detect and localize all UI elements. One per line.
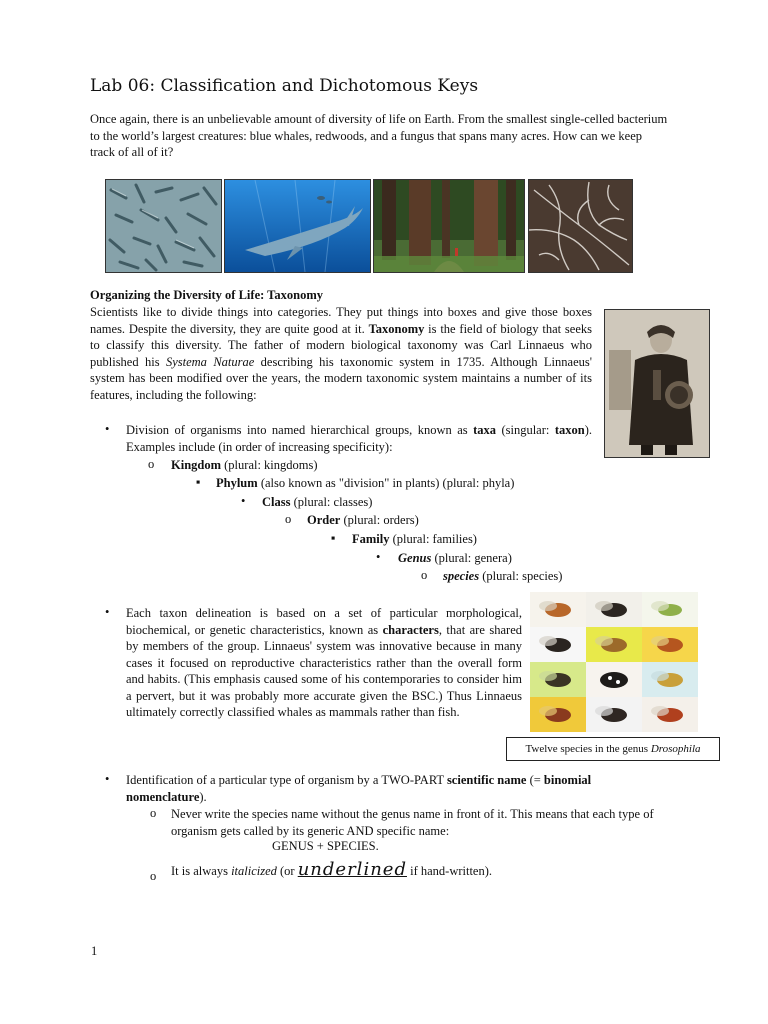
bullet-scientific-name: [126, 772, 666, 805]
hierarchy-marker: o: [285, 512, 292, 526]
page-number: 1: [91, 944, 98, 958]
rank-plural: (plural: genera): [431, 551, 512, 565]
sub-bullet-genus-first: [171, 806, 661, 839]
linnaeus-portrait: [604, 309, 710, 458]
genus-species-formula: GENUS + SPECIES.: [272, 839, 379, 853]
bullet-marker: •: [105, 772, 110, 786]
redwood-forest-image: [373, 179, 525, 273]
redwood-illustration: [374, 180, 524, 272]
blue-whale-image: [224, 179, 371, 273]
bullet-taxa: [126, 422, 592, 455]
hierarchy-item-genus: [398, 550, 512, 567]
caption-genus: Drosophila: [650, 743, 701, 755]
bullet-marker: •: [105, 422, 110, 436]
caption-text: Twelve species in the genus: [525, 743, 649, 755]
book-title: Systema Naturae: [165, 354, 255, 369]
taxonomy-paragraph: [90, 304, 592, 403]
bacteria-illustration: [106, 180, 221, 272]
figure-caption: [506, 737, 720, 761]
portrait-illustration: [605, 310, 709, 457]
hierarchy-item-family: [352, 531, 477, 548]
drosophila-illustration: [530, 592, 698, 732]
hierarchy-marker: •: [241, 494, 246, 508]
italic-rule-text-c: if hand-written).: [406, 864, 493, 878]
rank-plural: (plural: families): [389, 532, 477, 546]
hierarchy-marker: ▪: [196, 475, 201, 489]
rank-term: Class: [262, 495, 291, 509]
page-title: Lab 06: Classification and Dichotomous Keys: [90, 76, 479, 96]
rank-term: Order: [307, 513, 341, 527]
bullet-characters-text-b: , that are shared by members of the group. Linnaeus' system was innovative because in many cases it focused on reproductive characteristics rather than the overall form and habits. (This emphasis caused some of his contemporaries to consider him a pervert, but it was probably more accurate given the BSC.) Thus Linnaeus ultimately correctly classified whales as mammals rather than fish.: [126, 622, 522, 719]
taxonomy-term: Taxonomy: [368, 321, 425, 336]
hierarchy-item-phylum: [216, 475, 514, 492]
rank-plural: (plural: species): [479, 569, 563, 583]
taxon-term: taxon: [554, 423, 585, 437]
bullet-taxa-text-a: Division of organisms into named hierarchical groups, known as: [126, 423, 474, 437]
section-heading: Organizing the Diversity of Life: Taxonomy: [90, 288, 323, 302]
rank-plural: (plural: kingdoms): [221, 458, 318, 472]
rank-term: Kingdom: [171, 458, 222, 472]
bullet-characters: [126, 605, 522, 721]
taxa-term: taxa: [473, 423, 496, 437]
fungus-mycelium-image: [528, 179, 633, 273]
hierarchy-item-species: [443, 568, 562, 585]
taxonomy-text-1: Scientists like to divide things into categories. They put things into boxes and give those boxes names. Despite the diversity, they are quite good at it.: [90, 305, 592, 336]
bullet-taxa-text-b: (singular:: [496, 423, 555, 437]
hierarchy-marker: •: [376, 550, 381, 564]
bullet-taxa-text-c: ). Examples include (in order of increasing specificity):: [126, 423, 592, 454]
rank-plural: (plural: orders): [340, 513, 419, 527]
bullet-scientific-text-a: Identification of a particular type of organism by a TWO-PART: [126, 773, 447, 787]
characters-term: characters: [382, 622, 439, 637]
taxonomy-text-2: is the field of biology that seeks to classify this diversity. The father of modern biological taxonomy was Carl Linnaeus who published his: [90, 321, 592, 369]
sub-bullet-genus-first-text: Never write the species name without the genus name in front of it. This means that each type of organism gets called by its generic AND specific name:: [171, 807, 654, 838]
bullet-scientific-text-b: (=: [526, 773, 544, 787]
rank-term: Family: [352, 532, 390, 546]
bullet-scientific-text-c: ).: [199, 789, 207, 804]
rank-term: Phylum: [216, 476, 258, 490]
rank-plural: (also known as "division" in plants) (plural: phyla): [257, 476, 515, 490]
drosophila-grid: [530, 592, 698, 732]
fungus-illustration: [529, 180, 632, 272]
hierarchy-item-kingdom: [171, 457, 318, 474]
hierarchy-item-order: [307, 512, 419, 529]
underlined-handwriting: underlined: [297, 859, 407, 880]
hierarchy-marker: o: [421, 568, 428, 582]
bacteria-image: [105, 179, 222, 273]
intro-paragraph: Once again, there is an unbelievable amount of diversity of life on Earth. From the smallest single-celled bacterium to the world’s largest creatures: blue whales, redwoods, and a fungus that spans many acres. How can we keep track of all of it?: [90, 112, 668, 159]
italicized-word: italicized: [231, 864, 277, 878]
bullet-marker: •: [105, 605, 110, 619]
rank-term: species: [443, 569, 480, 583]
hierarchy-marker: o: [148, 457, 155, 471]
rank-term: Genus: [398, 551, 432, 565]
hierarchy-item-class: [262, 494, 372, 511]
rank-plural: (plural: classes): [290, 495, 373, 509]
italic-rule-text-a: It is always: [171, 864, 232, 878]
binomial-term: binomial nomenclature: [126, 773, 592, 804]
sub-bullet-marker: o: [150, 869, 157, 883]
whale-illustration: [225, 180, 370, 272]
scientific-name-term: scientific name: [446, 773, 527, 787]
bullet-characters-text-a: Each taxon delineation is based on a set of particular morphological, biochemical, or genetic characteristics, known as: [126, 606, 522, 637]
sub-bullet-italicized: [171, 859, 493, 880]
sub-bullet-marker: o: [150, 806, 157, 820]
taxonomy-text-3: describing his taxonomic system in 1735. Although Linnaeus' system has been modified over the years, the modern taxonomic system maintains a number of its features, including the following:: [90, 354, 592, 402]
italic-rule-text-b: (or: [276, 864, 298, 878]
hierarchy-marker: ▪: [331, 531, 336, 545]
